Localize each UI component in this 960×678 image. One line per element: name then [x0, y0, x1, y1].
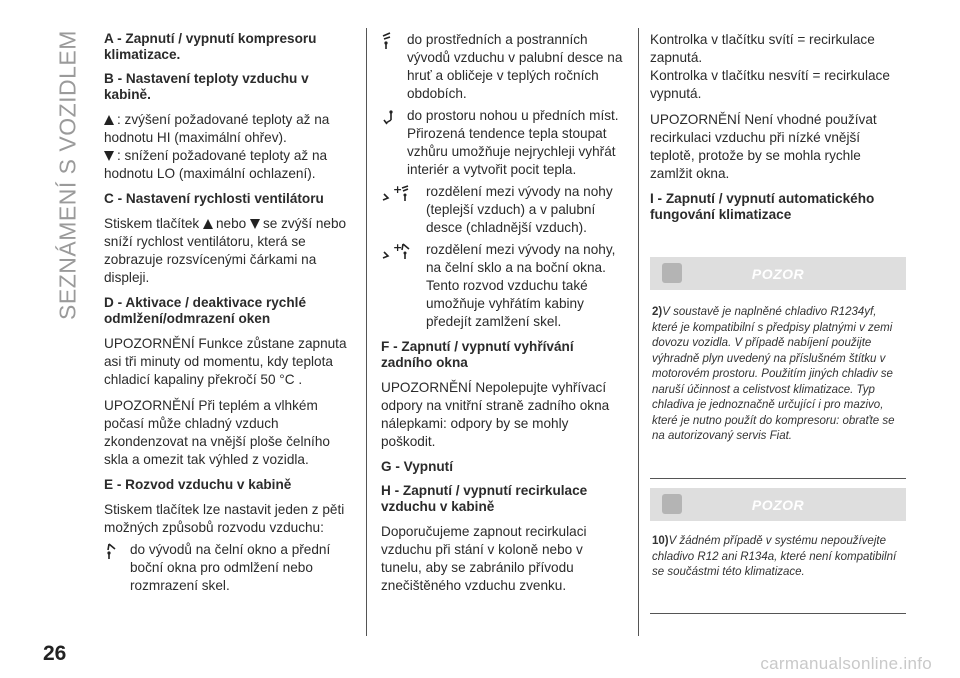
heading-i: I - Zapnutí / vypnutí automatického fungování klimatizace	[650, 191, 875, 222]
vent-3-text: do prostoru nohou u předních míst. Přirozená tendence tepla stoupat vzhůru umožňuje nejrychleji vyhřát interiér a vytvořit pocit tepla.	[407, 108, 619, 177]
h-paragraph: Doporučujeme zapnout recirkulaci vzduchu při stání v koloně nebo v tunelu, aby se zabránilo přívodu znečištěného vzduchu zvenku.	[381, 524, 587, 593]
b-down-text: : snížení požadované teploty až na hodnotu LO (maximální ochlazení).	[104, 148, 328, 181]
triangle-down-icon	[250, 219, 260, 229]
heading-c: C - Nastavení rychlosti ventilátoru	[104, 191, 324, 206]
vent-mode-feet-dash	[381, 183, 626, 237]
windshield-vent-icon	[104, 542, 148, 560]
heading-a: A - Zapnutí / vypnutí kompresoru klimatizace.	[104, 31, 317, 62]
feet-dash-vent-icon	[381, 184, 425, 202]
vent-mode-feet-windshield	[381, 241, 626, 331]
warning-text-1	[650, 303, 906, 479]
watermark: carmanualsonline.info	[760, 654, 932, 673]
warning-body: V soustavě je naplněné chladivo R1234yf, které je kompatibilní s předpisy platnými v zemi dovozu vozidla. V případě nabíjení použijte výhradně plyn uvedený na příslušném štítku v motorovém prostoru. Použitím jiných chladiv se naruší účinnost a celistvost klimatizace. Typ chladiva je jednoznačně určující i pro mazivo, které je nutno použít do kompresoru: obraťte se na autorizovaný servis Fiat.	[652, 306, 895, 442]
h-paragraph-4: UPOZORNĚNÍ Není vhodné používat recirkulaci vzduchu při nízké vnější teplotě, protože by se mohla rychle zamlžit okna.	[650, 112, 877, 181]
svg-text:+: +	[393, 184, 403, 196]
vent-mode-face	[381, 31, 626, 103]
column-2	[381, 31, 626, 595]
vent-1-text: do vývodů na čelní okno a přední boční okna pro odmlžení nebo rozmrazení skel.	[130, 542, 331, 593]
svg-text:+: +	[393, 242, 403, 254]
heading-g: G - Vypnutí	[381, 459, 453, 474]
heading-b: B - Nastavení teploty vzduchu v kabině.	[104, 71, 309, 102]
triangle-down-icon	[104, 151, 114, 161]
warning-number: 2)	[652, 306, 663, 318]
page-number: 26	[43, 642, 67, 665]
warning-number: 10)	[652, 535, 669, 547]
warning-banner	[650, 488, 906, 521]
vent-mode-feet	[381, 107, 626, 179]
c-text-1: Stiskem tlačítek	[104, 216, 200, 231]
face-vent-icon	[381, 32, 425, 50]
b-down-paragraph	[104, 147, 356, 183]
column-1	[104, 31, 356, 595]
column-divider	[366, 28, 367, 636]
b-up-paragraph	[104, 111, 356, 147]
f-paragraph: UPOZORNĚNÍ Nepolepujte vyhřívací odpory na vnitřní straně zadního okna nálepkami: odpory by se mohly poškodit.	[381, 380, 610, 449]
b-up-text: : zvýšení požadované teploty až na hodnotu HI (maximální ohřev).	[104, 112, 330, 145]
feet-vent-icon	[381, 108, 425, 126]
vent-5-text: rozdělení mezi vývody na nohy, na čelní sklo a na boční okna. Tento rozvod vzduchu také umožňuje vyhřátím kabiny předejít zamlžení skel.	[426, 242, 616, 329]
warning-text-2	[650, 532, 906, 614]
heading-f: F - Zapnutí / vypnutí vyhřívání zadního okna	[381, 339, 574, 370]
d-paragraph-1: UPOZORNĚNÍ Funkce zůstane zapnuta asi tři minuty od momentu, kdy teplota chladicí kapaliny překročí 50 °C .	[104, 336, 347, 387]
section-title-vertical	[48, 30, 88, 320]
warning-body: V žádném případě v systému nepoužívejte chladivo R12 ani R134a, které není kompatibilní se součástmi této klimatizace.	[652, 535, 897, 578]
column-divider	[638, 28, 639, 636]
vent-mode-windshield	[104, 541, 356, 595]
warning-label: POZOR	[751, 266, 805, 282]
c-text-3: se zvýší nebo sníží rychlost ventilátoru, která se zobrazuje rozsvícenými čárkami na displeji.	[104, 216, 347, 285]
section-title-text: SEZNÁMENÍ S VOZIDLEM	[54, 30, 81, 320]
vent-4-text: rozdělení mezi vývody na nohy (teplejší vzduch) a v palubní desce (chladnější vzduch).	[426, 184, 613, 235]
heading-e: E - Rozvod vzduchu v kabině	[104, 477, 292, 492]
triangle-up-icon	[203, 219, 213, 229]
warning-label: POZOR	[751, 497, 805, 513]
e-paragraph: Stiskem tlačítek lze nastavit jeden z pěti možných způsobů rozvodu vzduchu:	[104, 502, 345, 535]
vent-2-text: do prostředních a postranních vývodů vzduchu v palubní desce na hruť a obličeje v teplých ročních obdobích.	[407, 32, 623, 101]
c-text-2: nebo	[215, 216, 247, 231]
heading-d: D - Aktivace / deaktivace rychlé odmlžení/odmrazení oken	[104, 295, 307, 326]
feet-windshield-vent-icon	[381, 242, 425, 260]
column-3	[650, 31, 906, 223]
c-paragraph	[104, 215, 356, 287]
warning-banner	[650, 257, 906, 290]
heading-h: H - Zapnutí / vypnutí recirkulace vzduchu v kabině	[381, 483, 588, 514]
h-paragraph-2: Kontrolka v tlačítku svítí = recirkulace zapnutá.	[650, 32, 875, 65]
d-paragraph-2: UPOZORNĚNÍ Při teplém a vlhkém počasí může chladný vzduch zkondenzovat na vnější ploše čelního skla a omezit tak výhled z vozidla.	[104, 398, 330, 467]
h-paragraph-3: Kontrolka v tlačítku nesvítí = recirkulace vypnutá.	[650, 68, 890, 101]
triangle-up-icon	[104, 115, 114, 125]
